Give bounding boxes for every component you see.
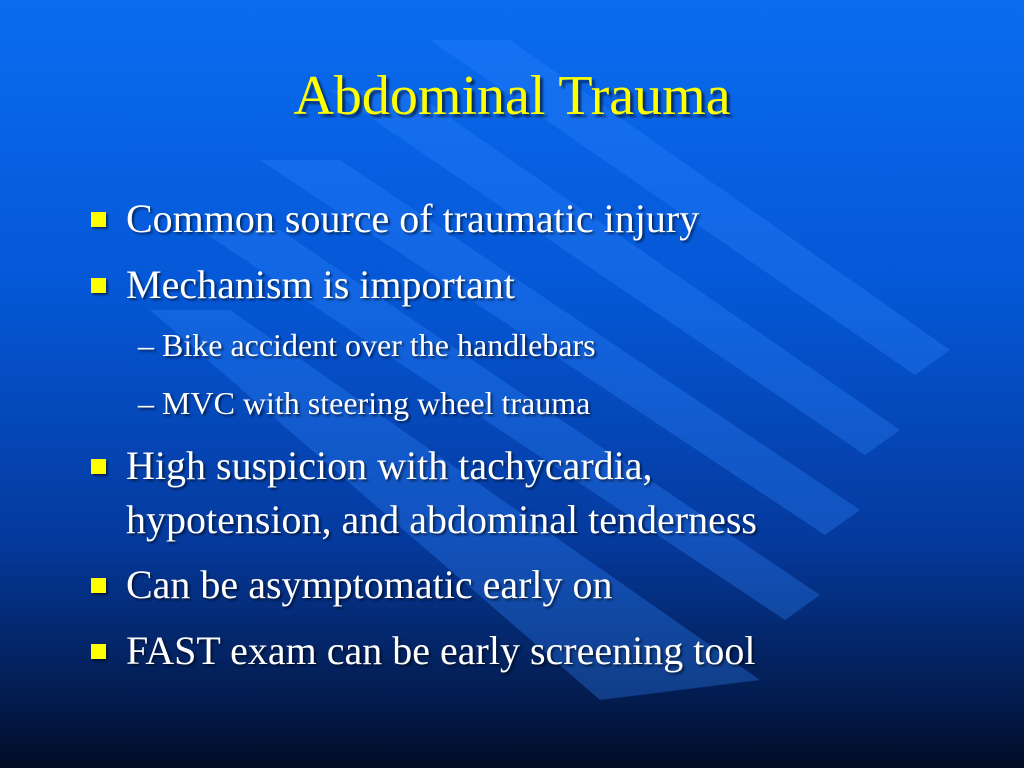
bullet-text-line-1: High suspicion with tachycardia,: [126, 443, 653, 488]
bullet-text: FAST exam can be early screening tool: [126, 628, 756, 673]
bullet-item: [126, 627, 755, 675]
bullet-text: Can be asymptomatic early on: [126, 562, 613, 607]
bullet-item: [126, 195, 699, 243]
slide-title: Abdominal Trauma: [293, 65, 731, 127]
dash-marker: –: [138, 385, 154, 421]
square-bullet-icon: [91, 644, 106, 659]
sub-bullet-text: MVC with steering wheel trauma: [162, 385, 591, 421]
sub-bullet-item: [138, 325, 596, 365]
sub-bullet-item: [138, 383, 590, 423]
bullet-text: Mechanism is important: [126, 262, 515, 307]
dash-marker: –: [138, 327, 154, 363]
bullet-item: [126, 442, 757, 544]
square-bullet-icon: [91, 459, 106, 474]
bullet-text-line-2: hypotension, and abdominal tenderness: [126, 497, 757, 542]
square-bullet-icon: [91, 278, 106, 293]
square-bullet-icon: [91, 578, 106, 593]
sub-bullet-text: Bike accident over the handlebars: [162, 327, 596, 363]
square-bullet-icon: [91, 212, 106, 227]
bullet-item: [126, 561, 613, 609]
bullet-item: [126, 261, 515, 309]
bullet-text: Common source of traumatic injury: [126, 196, 700, 241]
